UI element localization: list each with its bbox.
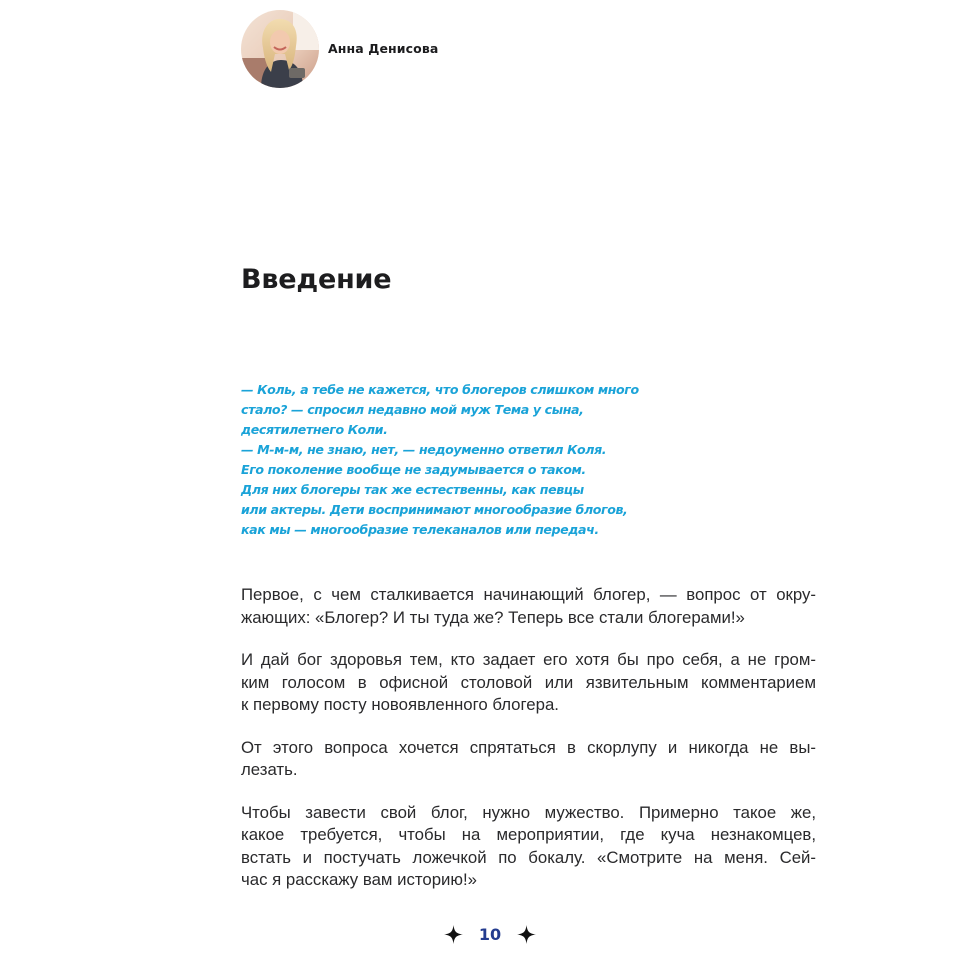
paragraph-line: Чтобы завести свой блог, нужно мужество. Примерно такое же,	[241, 802, 816, 822]
epigraph-line: — Коль, а тебе не кажется, что блогеров слишком много	[241, 382, 639, 397]
epigraph-dialogue	[241, 380, 711, 540]
page-footer	[0, 925, 980, 944]
paragraph	[241, 649, 816, 717]
paragraph	[241, 802, 816, 892]
author-name: Анна Денисова	[328, 40, 439, 56]
paragraph	[241, 584, 816, 629]
epigraph-line: Его поколение вообще не задумывается о таком.	[241, 462, 586, 477]
paragraph-line: лезать.	[241, 760, 298, 779]
paragraph-line: час я расскажу вам историю!»	[241, 870, 477, 889]
chapter-title: Введение	[241, 264, 392, 295]
paragraph-line: Первое, с чем сталкивается начинающий блогер, — вопрос от окру-	[241, 585, 816, 604]
author-avatar	[241, 10, 319, 88]
epigraph-line: стало? — спросил недавно мой муж Тема у сына,	[241, 402, 584, 417]
epigraph-line: Для них блогеры так же естественны, как певцы	[241, 482, 584, 497]
four-point-star-icon	[444, 925, 463, 944]
epigraph-line: как мы — многообразие телеканалов или передач.	[241, 522, 599, 537]
author-photo-icon	[241, 10, 319, 88]
page-number: 10	[478, 925, 502, 944]
author-header	[241, 10, 438, 88]
paragraph-line: к первому посту новоявленного блогера.	[241, 695, 559, 714]
paragraph-line: какое требуется, чтобы на мероприятии, где куча незнакомцев,	[241, 825, 816, 844]
epigraph-line: десятилетнего Коли.	[241, 422, 388, 437]
paragraph-line: встать и постучать ложечкой по бокалу. «Смотрите на меня. Сей-	[241, 847, 816, 867]
body-text	[241, 584, 816, 912]
paragraph-line: ким голосом в офисной столовой или язвительным комментарием	[241, 672, 816, 692]
epigraph-line: — М-м-м, не знаю, нет, — недоуменно ответил Коля.	[241, 442, 607, 457]
paragraph-line: От этого вопроса хочется спрятаться в скорлупу и никогда не вы-	[241, 737, 816, 757]
paragraph	[241, 737, 816, 782]
four-point-star-icon	[517, 925, 536, 944]
epigraph-line: или актеры. Дети воспринимают многообразие блогов,	[241, 502, 628, 517]
paragraph-line: И дай бог здоровья тем, кто задает его хотя бы про себя, а не гром-	[241, 650, 816, 669]
paragraph-line: жающих: «Блогер? И ты туда же? Теперь все стали блогерами!»	[241, 607, 745, 627]
